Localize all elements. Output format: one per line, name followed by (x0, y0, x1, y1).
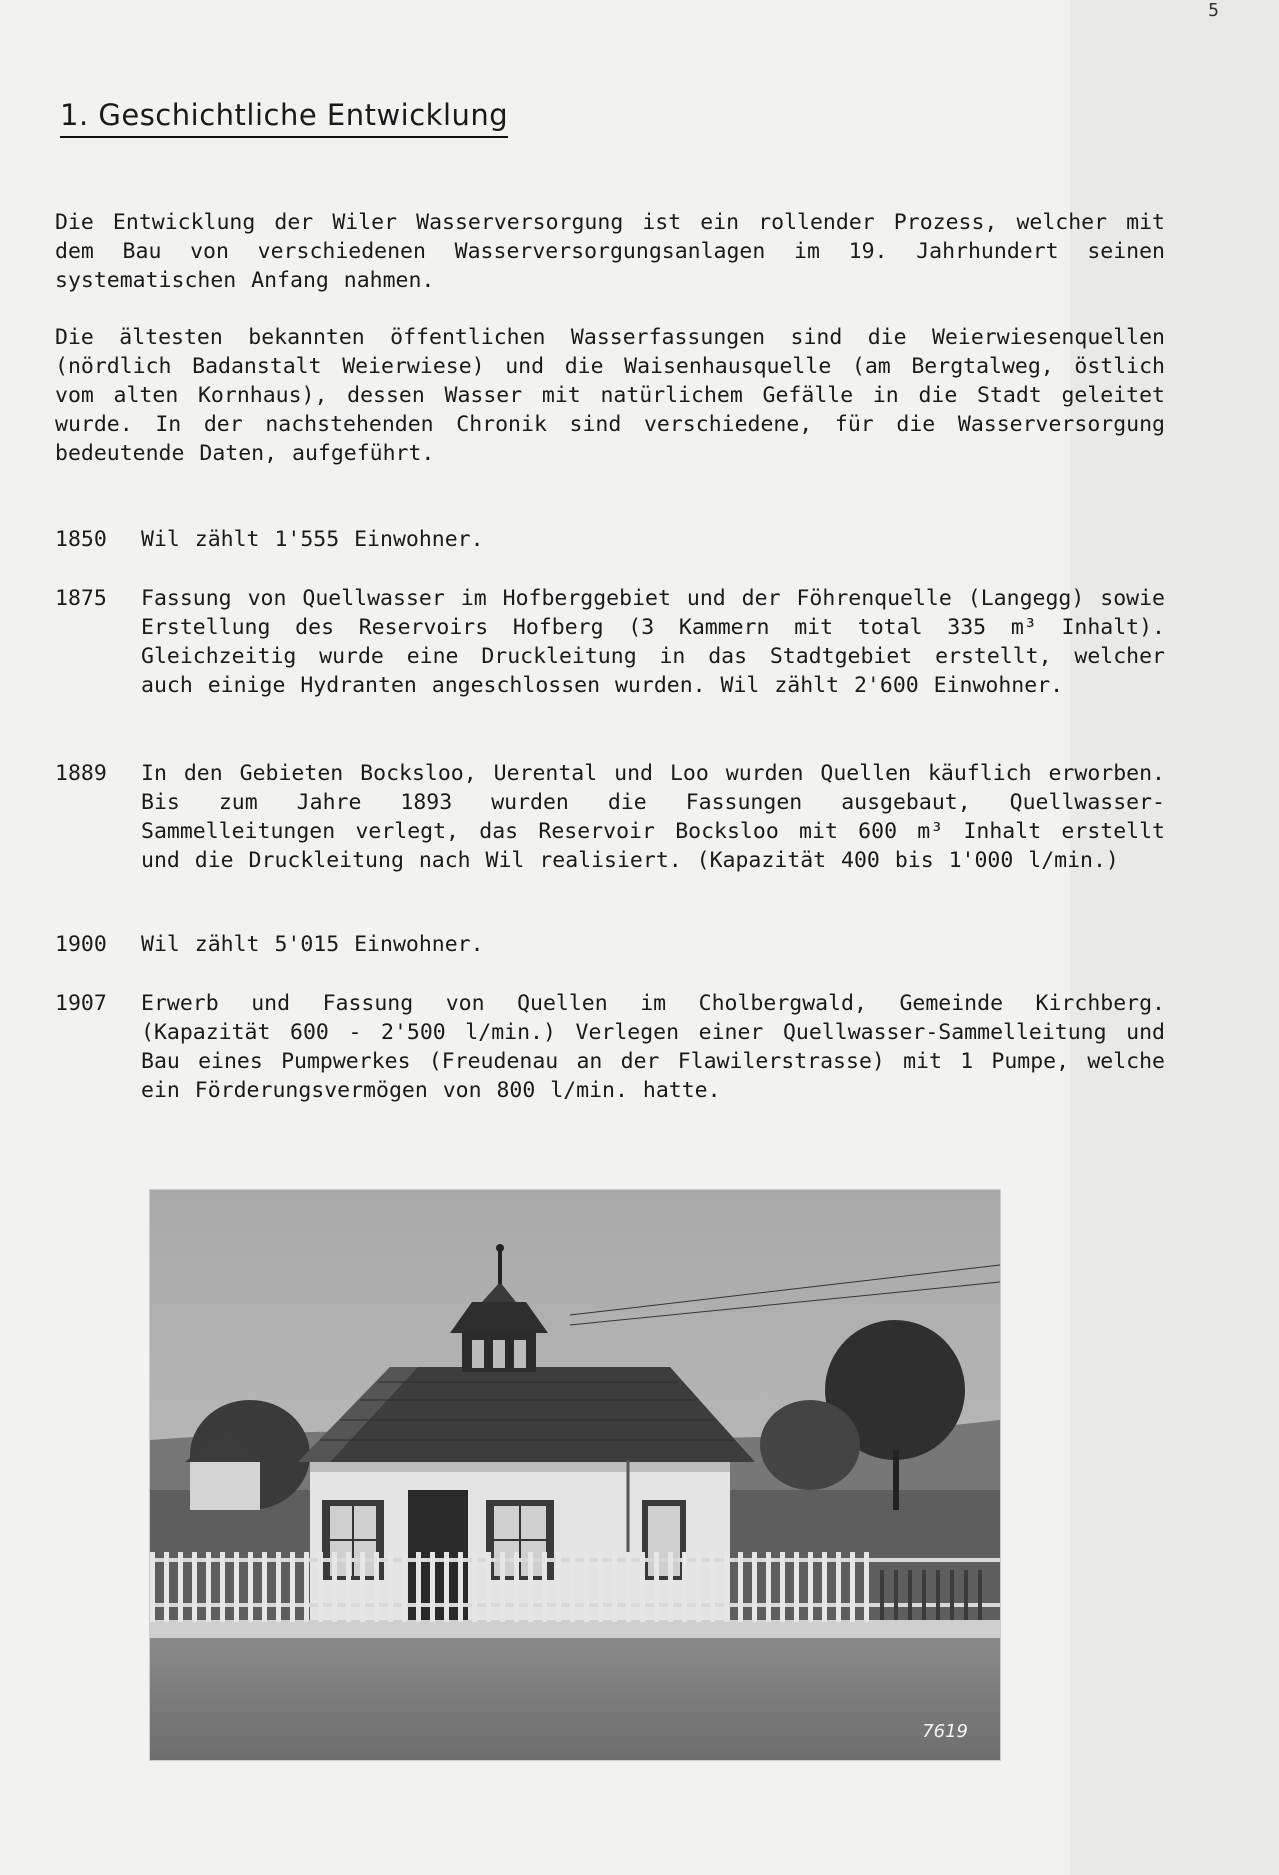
chronicle-year: 1900 (55, 932, 107, 957)
chronicle-text: In den Gebieten Bocksloo, Uerental und Loo wurden Quellen käuflich erworben. Bis zum Jahre 1893 wurden die Fassungen ausgebaut, Quellwasser-Sammelleitungen verlegt, das Reservoir Bocksloo mit 600 m³ Inhalt erstellt und die Druckleitung nach Wil realisiert. (Kapazität 400 bis 1'000 l/min.) (141, 761, 1165, 873)
chronicle-year: 1875 (55, 586, 107, 611)
chronicle-year: 1907 (55, 991, 107, 1016)
chronicle-year: 1850 (55, 527, 107, 552)
chronicle-entry (55, 759, 1165, 875)
chronicle-text: Wil zählt 1'555 Einwohner. (141, 527, 484, 552)
sources-paragraph: Die ältesten bekannten öffentlichen Wasserfassungen sind die Weierwiesenquellen (nördlich Badanstalt Weierwiese) und die Waisenhausquelle (am Bergtalweg, östlich vom alten Kornhaus), dessen Wasser mit natürlichem Gefälle in die Stadt geleitet wurde. In der nachstehenden Chronik sind verschiedene, für die Wasserversorgung bedeutende Daten, aufgeführt. (55, 325, 1165, 466)
chronicle-entry (55, 584, 1165, 700)
chronicle-text: Fassung von Quellwasser im Hofberggebiet und der Föhrenquelle (Langegg) sowie Erstellung des Reservoirs Hofberg (3 Kammern mit total 335 m³ Inhalt). Gleichzeitig wurde eine Druckleitung in das Stadtgebiet erstellt, welcher auch einige Hydranten angeschlossen wurden. Wil zählt 2'600 Einwohner. (141, 586, 1165, 698)
chronicle-year: 1889 (55, 761, 107, 786)
page-number: 5 (1208, 0, 1219, 21)
photo-plate-number: 7619 (922, 1721, 968, 1742)
chronicle-text: Wil zählt 5'015 Einwohner. (141, 932, 484, 957)
chronicle-entry (55, 525, 1165, 554)
chronicle-entry (55, 989, 1165, 1105)
intro-paragraph: Die Entwicklung der Wiler Wasserversorgung ist ein rollender Prozess, welcher mit dem Bau von verschiedenen Wasserversorgungsanlagen im 19. Jahrhundert seinen systematischen Anfang nahmen. (55, 210, 1165, 293)
section-heading: 1. Geschichtliche Entwicklung (60, 98, 508, 138)
pumphouse-illustration (150, 1190, 1000, 1760)
chronicle-text: Erwerb und Fassung von Quellen im Cholbergwald, Gemeinde Kirchberg. (Kapazität 600 - 2'500 l/min.) Verlegen einer Quellwasser-Sammelleitung und Bau eines Pumpwerkes (Freudenau an der Flawilerstrasse) mit 1 Pumpe, welche ein Förderungsvermögen von 800 l/min. hatte. (141, 991, 1165, 1103)
pumphouse-photo (150, 1190, 1000, 1760)
chronicle-entry (55, 930, 1165, 959)
